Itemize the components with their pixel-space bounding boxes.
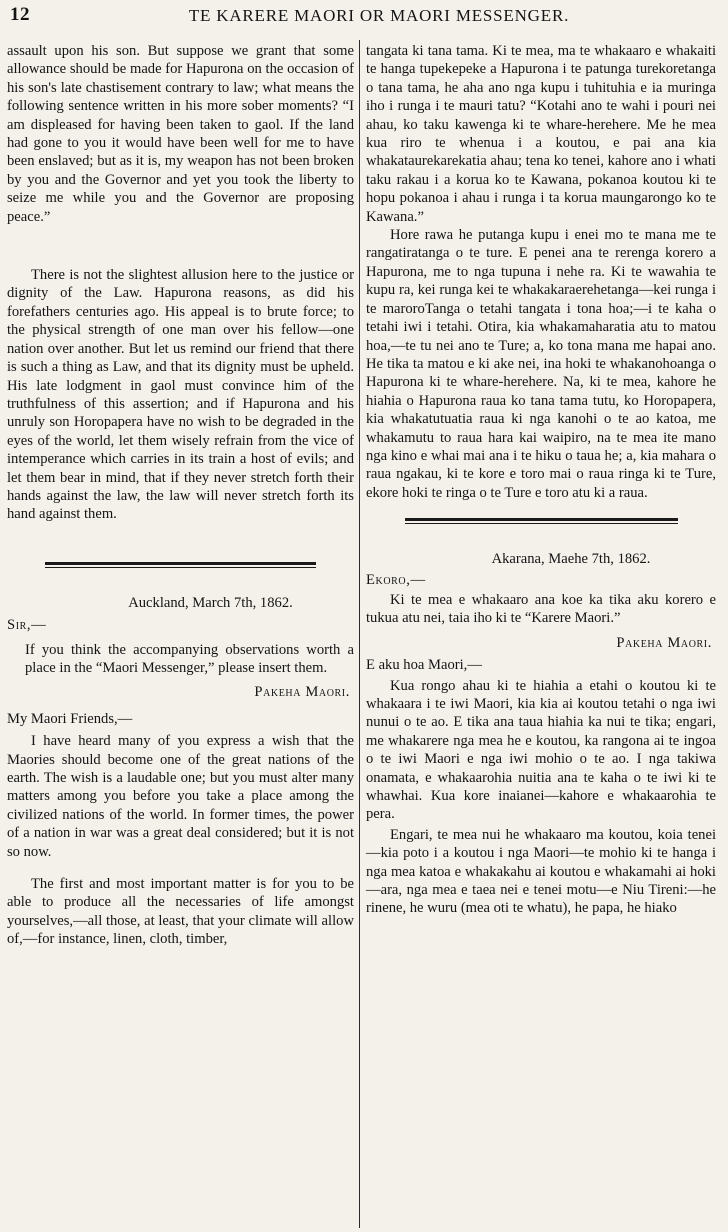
maori-paragraph-1: tangata ki tana tama. Ki te mea, ma te whakaaro e whakaiti te hanga tupekepeke a Hapurona i te patunga turekoretanga o tana tama, he aha ano nga kupu i tuhituhia e ia muringa iho i runga i te mauri tatu? “Kotahi ano te wahi i pouri nei ahau, ko taku kawenga ki te whare-herehere. Me he mea kua riro te whenua i a koutou, e pai ana kia whakataurekarekatia ahau; tena ko tenei, kahore ano i whati taku rakau i a korua ko te Kawana, pokanoa koutou ki te hopu pokanoa i ahau i runga i ta korua maungarongo ko te Kawana.” <box>366 43 716 225</box>
english-paragraph-3: I have heard many of you express a wish that the Maories should become one of the great nations of the earth. The wish is a laudable one; but you must alter many matters among you before you take a place among the civilized nations of the world. In former times, the power of a nation in war was a great deal considered; but it is not so now. <box>7 733 354 860</box>
maori-column <box>366 42 716 918</box>
english-paragraph-2: There is not the slightest allusion here to the justice or dignity of the Law. Hapurona reasons, as did his forefathers centuries ago. His appeal is to brute force; to the physical strength of one man over his fellow—one nation over another. But let us remind our friend that there is such a thing as Law, and that its dignity must be upheld. His late lodgment in gaol must convince him of the truthfulness of this assertion; and if Hapurona and his unruly son Horopapera have no wish to be degraded in the eyes of the world, let them wisely refrain from the vice of intemperance which carries in its train a host of evils; and let them bear in mind, that if they never stretch forth their hands against the law, the law will never stretch forth its hand against them. <box>7 267 354 523</box>
english-paragraph-1: assault upon his son. But suppose we grant that some allowance should be made for Hapurona on the occasion of his son's late chastisement contrary to law; what means the following sentence written in his more sober moments? “I am displeased for having been taken to gaol. If the land had gone to you it would have been well for me to have been enslaved; but as it is, my weapon has not been broken by you and the Governor and yet you took the liberty to seize me while you and the Governor are proposing peace.” <box>7 43 354 225</box>
english-greeting: My Maori Friends,— <box>7 710 133 727</box>
maori-paragraph-3: Kua rongo ahau ki te hiahia a etahi o koutou ki te whakaara i te iwi Maori, kia kia ai koutou tetahi o nga iwi nunui o te ao. E tika ana taua hiahia ka nui te tika; engari, me whakarere nga mea he e koutou, ka rangona ai te ingoa o te iwi Maori e nga iwi mohio o te ao. I nga takiwa onamata, e whakaarohia nuitia ana te kaha o te iwi ki te whawhai. Kua kore inaianei—kahore e whakaarohia te pera. <box>366 677 716 823</box>
english-dateline: Auckland, March 7th, 1862. <box>128 594 293 611</box>
maori-intro: Ki te mea e whakaaro ana koe ka tika aku korero e tukua atu nei, taia iho ki te “Karere Maori.” <box>366 591 716 627</box>
maori-signature: Pakeha Maori. <box>616 634 712 651</box>
page-number: 12 <box>10 4 30 25</box>
english-column <box>7 42 354 949</box>
running-title: TE KARERE MAORI OR MAORI MESSENGER. <box>188 6 570 25</box>
english-signature: Pakeha Maori. <box>254 684 350 701</box>
maori-paragraph-4: Engari, te mea nui he whakaaro ma koutou, koia tenei—kia poto i a koutou i nga Maori—te mohio ki te hanga i nga mea katoa e whakakahu ai koutou e whakamahi ai hoki—ara, nga mea e taea nei e tenei motu—e Niu Tireni:—he rinene, he wuru (mea oti te whatu), he papa, he hiako <box>366 826 716 917</box>
maori-salutation: Ekoro,— <box>366 571 426 588</box>
page-header <box>8 0 720 36</box>
english-salutation: Sir,— <box>7 617 47 634</box>
maori-dateline: Akarana, Maehe 7th, 1862. <box>491 551 651 568</box>
column-divider <box>359 40 360 1228</box>
maori-greeting: E aku hoa Maori,— <box>366 657 482 674</box>
english-intro: If you think the accompanying observations worth a place in the “Maori Messenger,” please insert them. <box>25 641 354 676</box>
english-paragraph-4: The first and most important matter is for you to be able to produce all the necessaries of life amongst yourselves,—all those, at least, that your climate will allow of,—for instance, linen, cloth, timber, <box>7 876 354 948</box>
maori-paragraph-2: Hore rawa he putanga kupu i enei mo te mana me te rangatiratanga o te ture. E penei ana te rerenga korero a Hapurona, me to nga tupuna i nehe ra. Ki te wawahia te kupu ra, kei runga kei te whakakaraerehetanga—kei runga i te maroroTanga o tetahi tangata i tona hoa;—i te kaha o tetahi iwi i tetahi. Otira, kia whakamaharatia atu to matou hoa,—te tu nei ano te Ture; a, ko tona mana me hapai ano. He tika ta matou e ki ake nei, ina hoki te whakanohoanga o Hapurona ki te whare-herehere. Na, ki te mea, kahore he hiahia o Hapurona raua ko tana tama tutu, ko Horopapera, kia whakatutuatia raua ki nga kanohi o te ao katoa, me whakamutu to raua hara kai waipiro, na te mea ite mano nga kino e whai mai ana i te hiku o taua he; a, kia mahara o raua ngakau, ki te kore e toro mai o raua ringa ki te Ture, ekore hoki te ringa o te Ture e toro atu ki a raua. <box>366 227 716 501</box>
